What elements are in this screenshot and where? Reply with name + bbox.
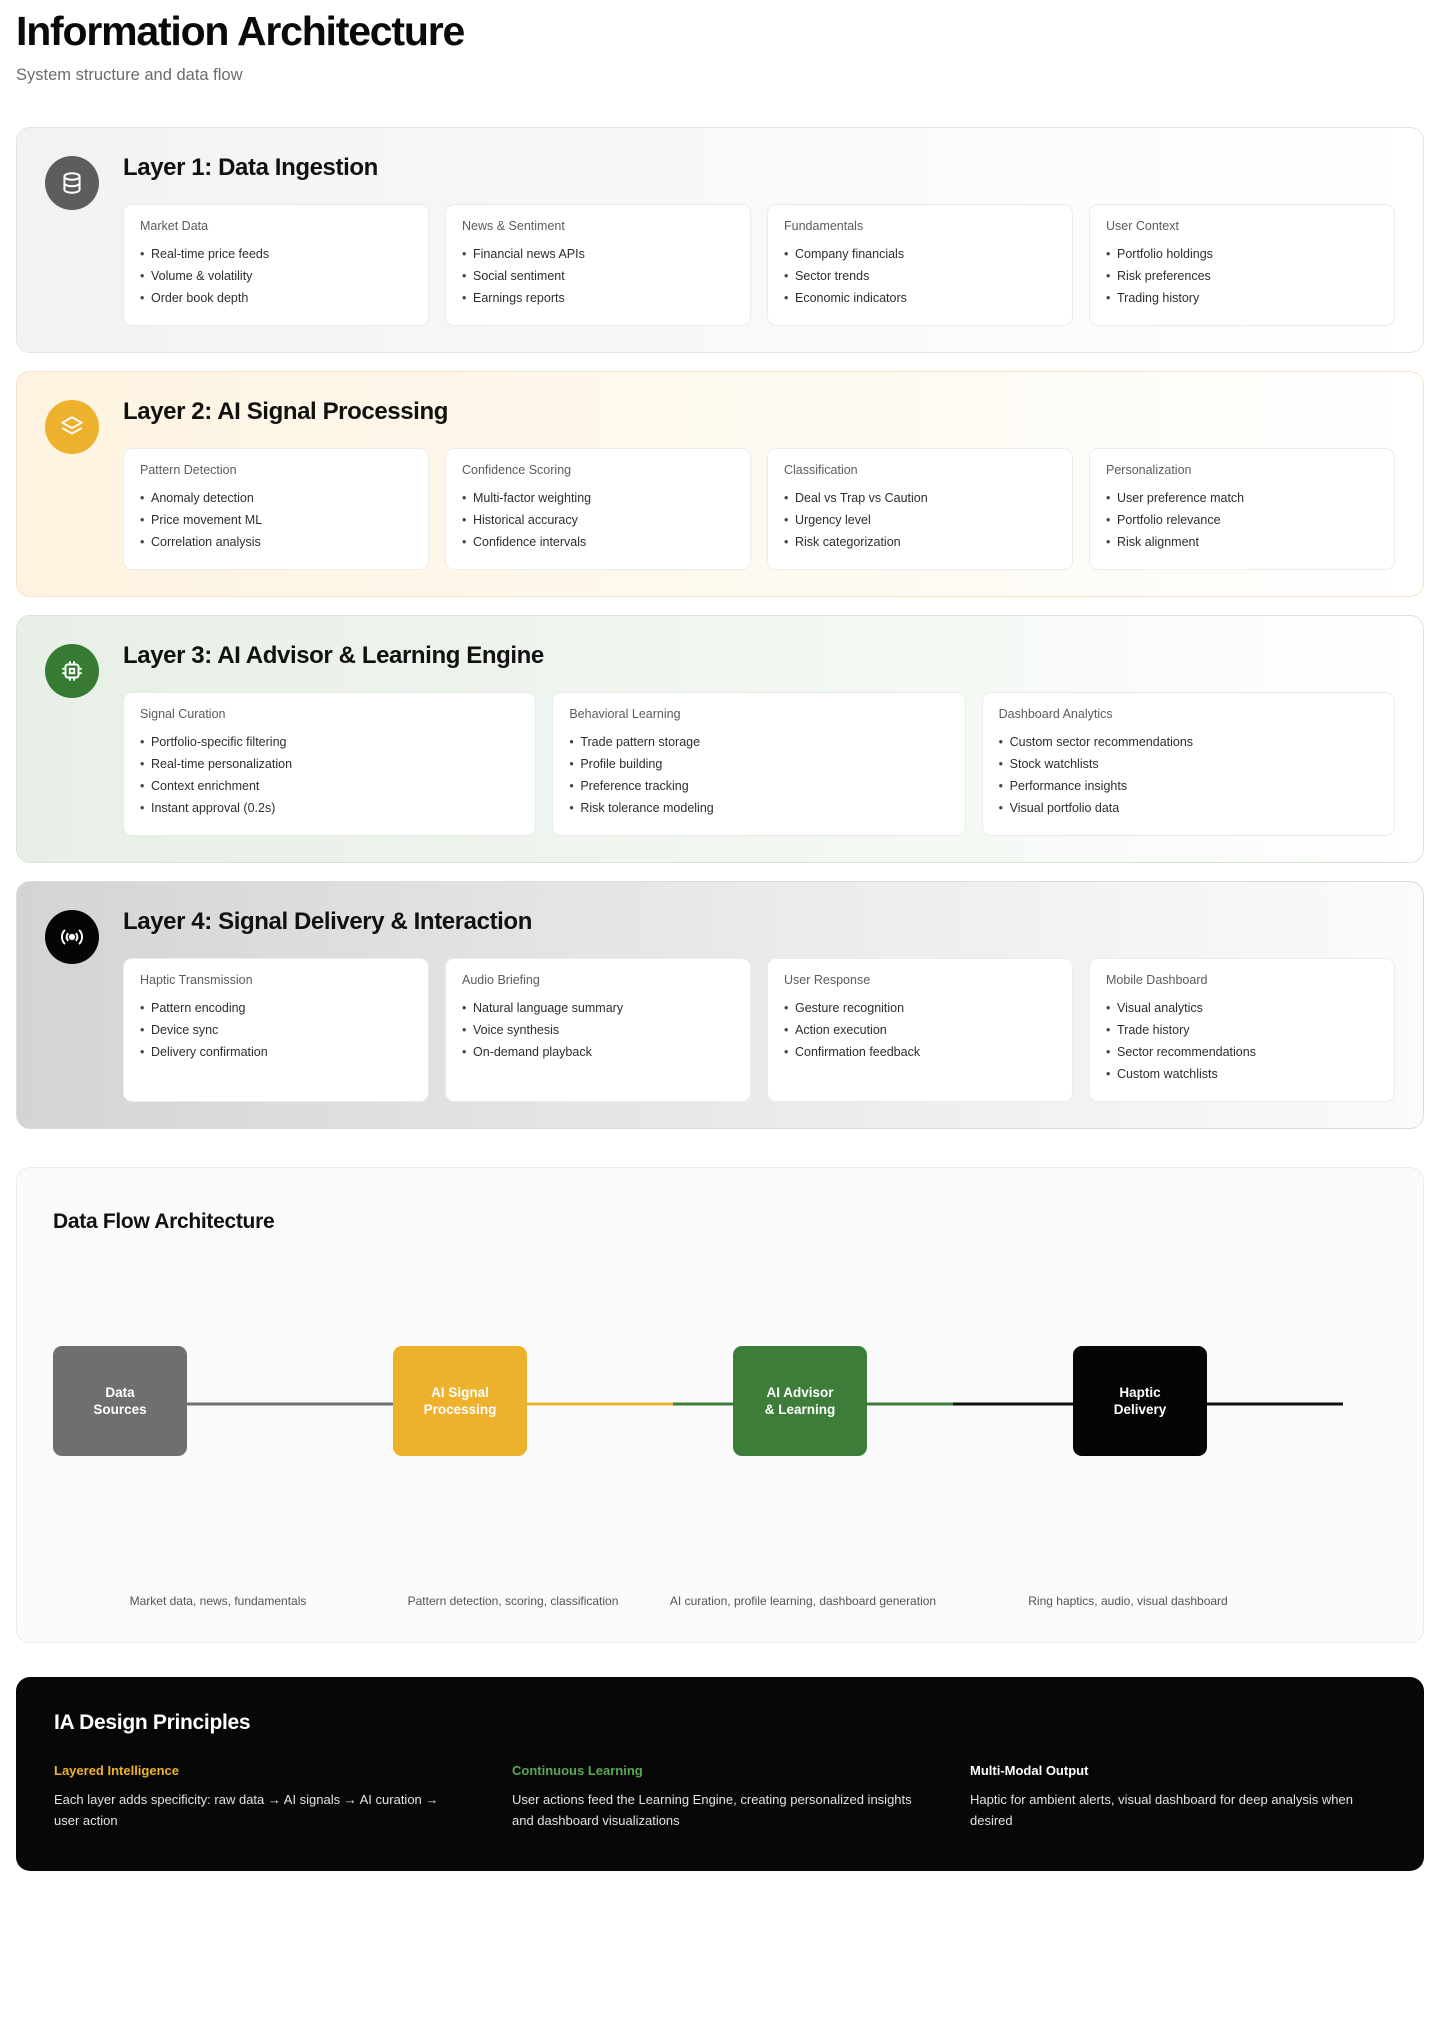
principle-text: Haptic for ambient alerts, visual dashboard for deep analysis when desired [970,1792,1353,1828]
card-item: • Multi-factor weighting [462,487,734,509]
card-item: • Action execution [784,1019,1056,1041]
card-item: • Social sentiment [462,265,734,287]
card-item: • Stock watchlists [999,753,1378,775]
ia-design-principles [16,1677,1424,1871]
card [767,448,1073,570]
card [123,958,429,1102]
layer-cards-2 [123,448,1395,570]
principle-continuous-learning [512,1763,928,1831]
card [552,692,965,836]
card [123,692,536,836]
principle-text: User actions feed the Learning Engine, creating personalized insights and dashboard visualizations [512,1792,912,1828]
layer-title-4: Layer 4: Signal Delivery & Interaction [123,908,532,935]
card-item: • Economic indicators [784,287,1056,309]
cpu-icon [45,644,99,698]
flow-node-haptic-delivery[interactable] [1073,1346,1207,1456]
data-flow-diagram [53,1346,1387,1466]
card-item: • Profile building [569,753,948,775]
data-flow-title: Data Flow Architecture [53,1210,275,1233]
flow-nodes [53,1346,1387,1456]
card-title: Signal Curation [140,707,226,721]
principle-multi-modal-output [970,1763,1386,1831]
flow-node-line-1: Haptic [1119,1385,1161,1400]
card-item: • Confidence intervals [462,531,734,553]
principle-text: Each layer adds specificity: raw data → AI signals → AI curation → user action [54,1792,439,1828]
card [1089,204,1395,326]
card-item: • Instant approval (0.2s) [140,797,519,819]
card [767,204,1073,326]
layer-cards-4 [123,958,1395,1102]
card-title: Classification [784,463,858,477]
card-item: • Portfolio holdings [1106,243,1378,265]
card-item: • Pattern encoding [140,997,412,1019]
layer-body-4 [123,908,1395,1102]
card-item: • Custom sector recommendations [999,731,1378,753]
layer-section-2 [16,371,1424,597]
flow-node-line-2: & Learning [764,1402,836,1417]
card-item: • Earnings reports [462,287,734,309]
card-item: • Risk alignment [1106,531,1378,553]
card-item: • Correlation analysis [140,531,412,553]
flow-node-data-sources[interactable] [53,1346,187,1456]
card-item: • Urgency level [784,509,1056,531]
flow-node-line-2: Processing [423,1402,497,1417]
card-item: • Custom watchlists [1106,1063,1378,1085]
layers-container [16,127,1424,1129]
layers-icon [45,400,99,454]
card [1089,448,1395,570]
layer-section-1 [16,127,1424,353]
principle-layered-intelligence [54,1763,470,1831]
card-title: Behavioral Learning [569,707,681,721]
card-title: Mobile Dashboard [1106,973,1208,987]
principle-heading: Multi-Modal Output [970,1763,1089,1778]
flow-node-line-2: Sources [93,1402,147,1417]
card-title: Pattern Detection [140,463,237,477]
flow-node-line-1: Data [105,1385,135,1400]
card-item: • Gesture recognition [784,997,1056,1019]
card-item: • Context enrichment [140,775,519,797]
broadcast-icon [45,910,99,964]
flow-caption-1: Market data, news, fundamentals [129,1594,307,1608]
card-item: • Visual analytics [1106,997,1378,1019]
card-item: • Price movement ML [140,509,412,531]
card-title: Fundamentals [784,219,864,233]
card-title: Haptic Transmission [140,973,253,987]
principles-grid [54,1763,1386,1831]
flow-caption-4: Ring haptics, audio, visual dashboard [1028,1594,1228,1608]
card-item: • Anomaly detection [140,487,412,509]
card [982,692,1395,836]
principle-heading: Layered Intelligence [54,1763,179,1778]
card [445,448,751,570]
card [445,204,751,326]
card [767,958,1073,1102]
card-item: • Confirmation feedback [784,1041,1056,1063]
database-icon [45,156,99,210]
card-title: Market Data [140,219,209,233]
card-item: • Trade history [1106,1019,1378,1041]
principles-title: IA Design Principles [54,1711,251,1734]
card-item: • Trading history [1106,287,1378,309]
card-item: • Deal vs Trap vs Caution [784,487,1056,509]
layer-body-3 [123,642,1395,836]
card-item: • Risk preferences [1106,265,1378,287]
card-item: • Financial news APIs [462,243,734,265]
card-item: • On-demand playback [462,1041,734,1063]
flow-node-ai-advisor-learning[interactable] [733,1346,867,1456]
layer-cards-3 [123,692,1395,836]
layer-title-2: Layer 2: AI Signal Processing [123,398,448,425]
principle-heading: Continuous Learning [512,1763,643,1778]
flow-node-line-1: AI Advisor [766,1385,834,1400]
card-item: • Portfolio relevance [1106,509,1378,531]
card-title: User Response [784,973,871,987]
flow-node-ai-signal-processing[interactable] [393,1346,527,1456]
card-item: • Portfolio-specific filtering [140,731,519,753]
layer-body-2 [123,398,1395,570]
flow-node-line-2: Delivery [1113,1402,1167,1417]
card-item: • Risk categorization [784,531,1056,553]
card-item: • Company financials [784,243,1056,265]
card-item: • Delivery confirmation [140,1041,412,1063]
layer-section-4 [16,881,1424,1129]
card-item: • Trade pattern storage [569,731,948,753]
card-title: Audio Briefing [462,973,540,987]
card-title: Personalization [1106,463,1192,477]
card-title: User Context [1106,219,1179,233]
layer-title-3: Layer 3: AI Advisor & Learning Engine [123,642,544,669]
flow-captions [53,1594,1387,1608]
card-item: • User preference match [1106,487,1378,509]
card [445,958,751,1102]
card-title: Confidence Scoring [462,463,572,477]
card-item: • Device sync [140,1019,412,1041]
card-title: Dashboard Analytics [998,707,1113,721]
layer-cards-1 [123,204,1395,326]
card-item: • Visual portfolio data [999,797,1378,819]
flow-caption-3: AI curation, profile learning, dashboard generation [669,1594,937,1608]
card-item: • Sector recommendations [1106,1041,1378,1063]
card-item: • Performance insights [999,775,1378,797]
card-item: • Natural language summary [462,997,734,1019]
card-item: • Real-time personalization [140,753,519,775]
card [123,204,429,326]
card-item: • Voice synthesis [462,1019,734,1041]
card-item: • Sector trends [784,265,1056,287]
card-title: News & Sentiment [462,219,565,233]
data-flow-panel [16,1167,1424,1643]
card-item: • Order book depth [140,287,412,309]
flow-node-line-1: AI Signal [431,1385,489,1400]
layer-section-3 [16,615,1424,863]
card-item: • Risk tolerance modeling [569,797,948,819]
card-item: • Real-time price feeds [140,243,412,265]
card-item: • Volume & volatility [140,265,412,287]
card [1089,958,1395,1102]
page-title: Information Architecture [16,8,465,54]
card [123,448,429,570]
card-item: • Historical accuracy [462,509,734,531]
card-item: • Preference tracking [569,775,948,797]
page-subtitle: System structure and data flow [16,66,243,84]
layer-title-1: Layer 1: Data Ingestion [123,154,378,181]
flow-caption-2: Pattern detection, scoring, classification [407,1594,619,1608]
layer-body-1 [123,154,1395,326]
